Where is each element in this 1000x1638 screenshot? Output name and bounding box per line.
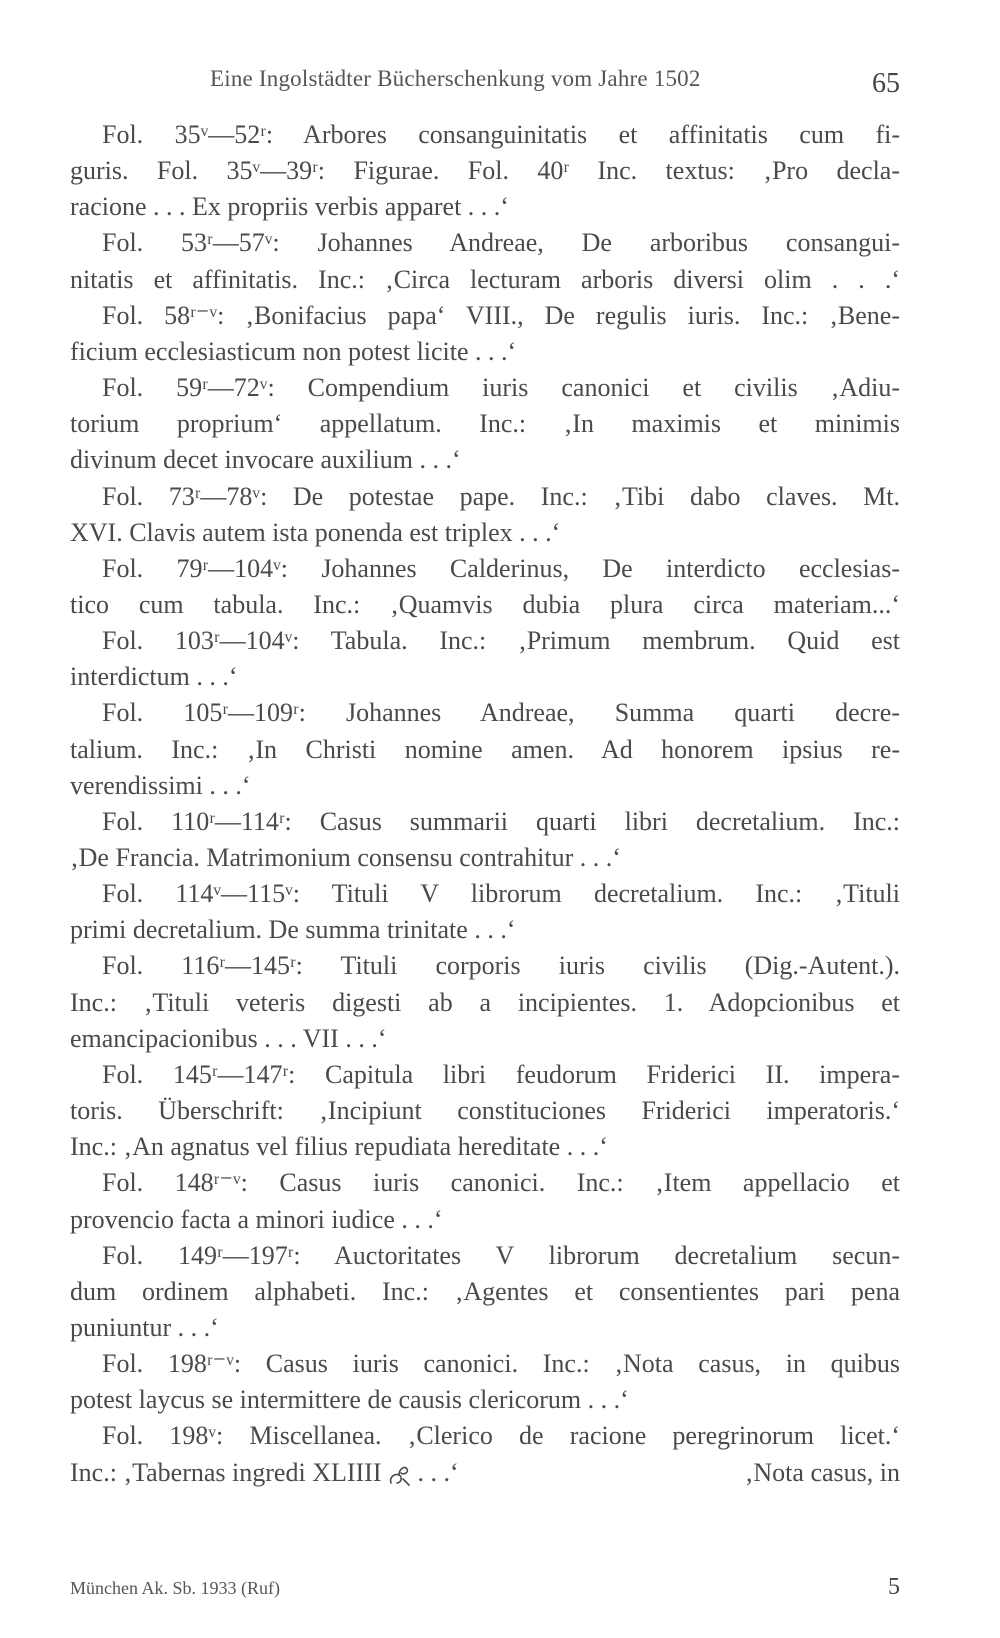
last-line-text: Inc.: ‚Tabernas ingredi XLIIII [70,1457,382,1487]
text-line: Fol. 114ᵛ—115ᵛ: Tituli V librorum decretalium. Inc.: ‚Tituli [102,879,900,909]
text-line: Inc.: ‚An agnatus vel filius repudiata hereditate . . .‘ [70,1132,608,1162]
text-line: tico cum tabula. Inc.: ‚Quamvis dubia plura circa materiam...‘ [70,589,900,619]
text-line: dum ordinem alphabeti. Inc.: ‚Agentes et consentientes pari pena [70,1276,900,1306]
text-line: Fol. 79ʳ—104ᵛ: Johannes Calderinus, De interdicto ecclesias- [102,553,900,583]
text-line: Fol. 58ʳ⁻ᵛ: ‚Bonifacius papa‘ VIII., De regulis iuris. Inc.: ‚Bene- [102,300,900,330]
text-line: Fol. 73ʳ—78ᵛ: De potestae pape. Inc.: ‚Tibi dabo claves. Mt. [102,481,900,511]
text-line: torium proprium‘ appellatum. Inc.: ‚In maximis et minimis [70,409,900,439]
text-line: nitatis et affinitatis. Inc.: ‚Circa lecturam arboris diversi olim . . .‘ [70,264,900,294]
text-line: Fol. 116ʳ—145ʳ: Tituli corporis iuris civilis (Dig.-Autent.). [102,951,900,981]
text-line: toris. Überschrift: ‚Incipiunt constituciones Friderici imperatoris.‘ [70,1096,900,1126]
text-line: Fol. 198ᵛ: Miscellanea. ‚Clerico de racione peregrinorum licet.‘ [102,1421,900,1451]
text-line: verendissimi . . .‘ [70,770,251,800]
text-line: guris. Fol. 35ᵛ—39ʳ: Figurae. Fol. 40ʳ Inc. textus: ‚Pro decla- [70,156,900,186]
last-line-ellipsis: . . .‘ [417,1457,459,1487]
abbreviation-symbol-icon [385,1461,413,1489]
text-line: Fol. 148ʳ⁻ᵛ: Casus iuris canonici. Inc.: ‚Item appellacio et [102,1168,900,1198]
text-line: Fol. 145ʳ—147ʳ: Capitula libri feudorum Friderici II. impera- [102,1059,900,1089]
text-line: primi decretalium. De summa trinitate . . .‘ [70,915,516,945]
text-line: Fol. 103ʳ—104ᵛ: Tabula. Inc.: ‚Primum membrum. Quid est [102,626,900,656]
text-line: Fol. 53ʳ—57ᵛ: Johannes Andreae, De arboribus consangui- [102,228,900,258]
text-line: Fol. 149ʳ—197ʳ: Auctoritates V librorum decretalium secun- [102,1240,900,1270]
text-line: ficium ecclesiasticum non potest licite . . .‘ [70,336,517,366]
text-line: Inc.: ‚Tituli veteris digesti ab a incipientes. 1. Adopcionibus et [70,987,900,1017]
page-header [70,60,900,110]
last-line-trailing: ‚Nota casus, in [744,1457,900,1487]
text-line: Fol. 35ᵛ—52ʳ: Arbores consanguinitatis et affinitatis cum fi- [102,120,900,149]
page-number: 65 [872,68,900,99]
text-line: emancipacionibus . . . VII . . .‘ [70,1023,387,1053]
signature-mark: 5 [888,1574,900,1600]
text-line: Fol. 105ʳ—109ʳ: Johannes Andreae, Summa quarti decre- [102,698,900,728]
text-line: racione . . . Ex propriis verbis apparet . . .‘ [70,192,509,222]
text-line: talium. Inc.: ‚In Christi nomine amen. Ad honorem ipsius re- [70,734,900,764]
text-line: Fol. 110ʳ—114ʳ: Casus summarii quarti libri decretalium. Inc.: [102,806,900,836]
text-line: puniuntur . . .‘ [70,1312,219,1342]
text-line: potest laycus se intermittere de causis clericorum . . .‘ [70,1385,629,1415]
text-line: Fol. 59ʳ—72ᵛ: Compendium iuris canonici et civilis ‚Adiu- [102,373,900,403]
text-line: Fol. 198ʳ⁻ᵛ: Casus iuris canonici. Inc.: ‚Nota casus, in quibus [102,1349,900,1379]
page-footer [70,1572,900,1606]
footer-source: München Ak. Sb. 1933 (Ruf) [70,1578,280,1598]
text-line: divinum decet invocare auxilium . . .‘ [70,445,461,475]
text-line: provencio facta a minori iudice . . .‘ [70,1204,443,1234]
text-line: ‚De Francia. Matrimonium consensu contrahitur . . .‘ [70,843,621,872]
text-line-last [70,1455,900,1491]
running-title: Eine Ingolstädter Bücherschenkung vom Jahre 1502 [210,66,701,91]
text-line: interdictum . . .‘ [70,662,238,692]
text-line: XVI. Clavis autem ista ponenda est triplex . . .‘ [70,517,561,547]
